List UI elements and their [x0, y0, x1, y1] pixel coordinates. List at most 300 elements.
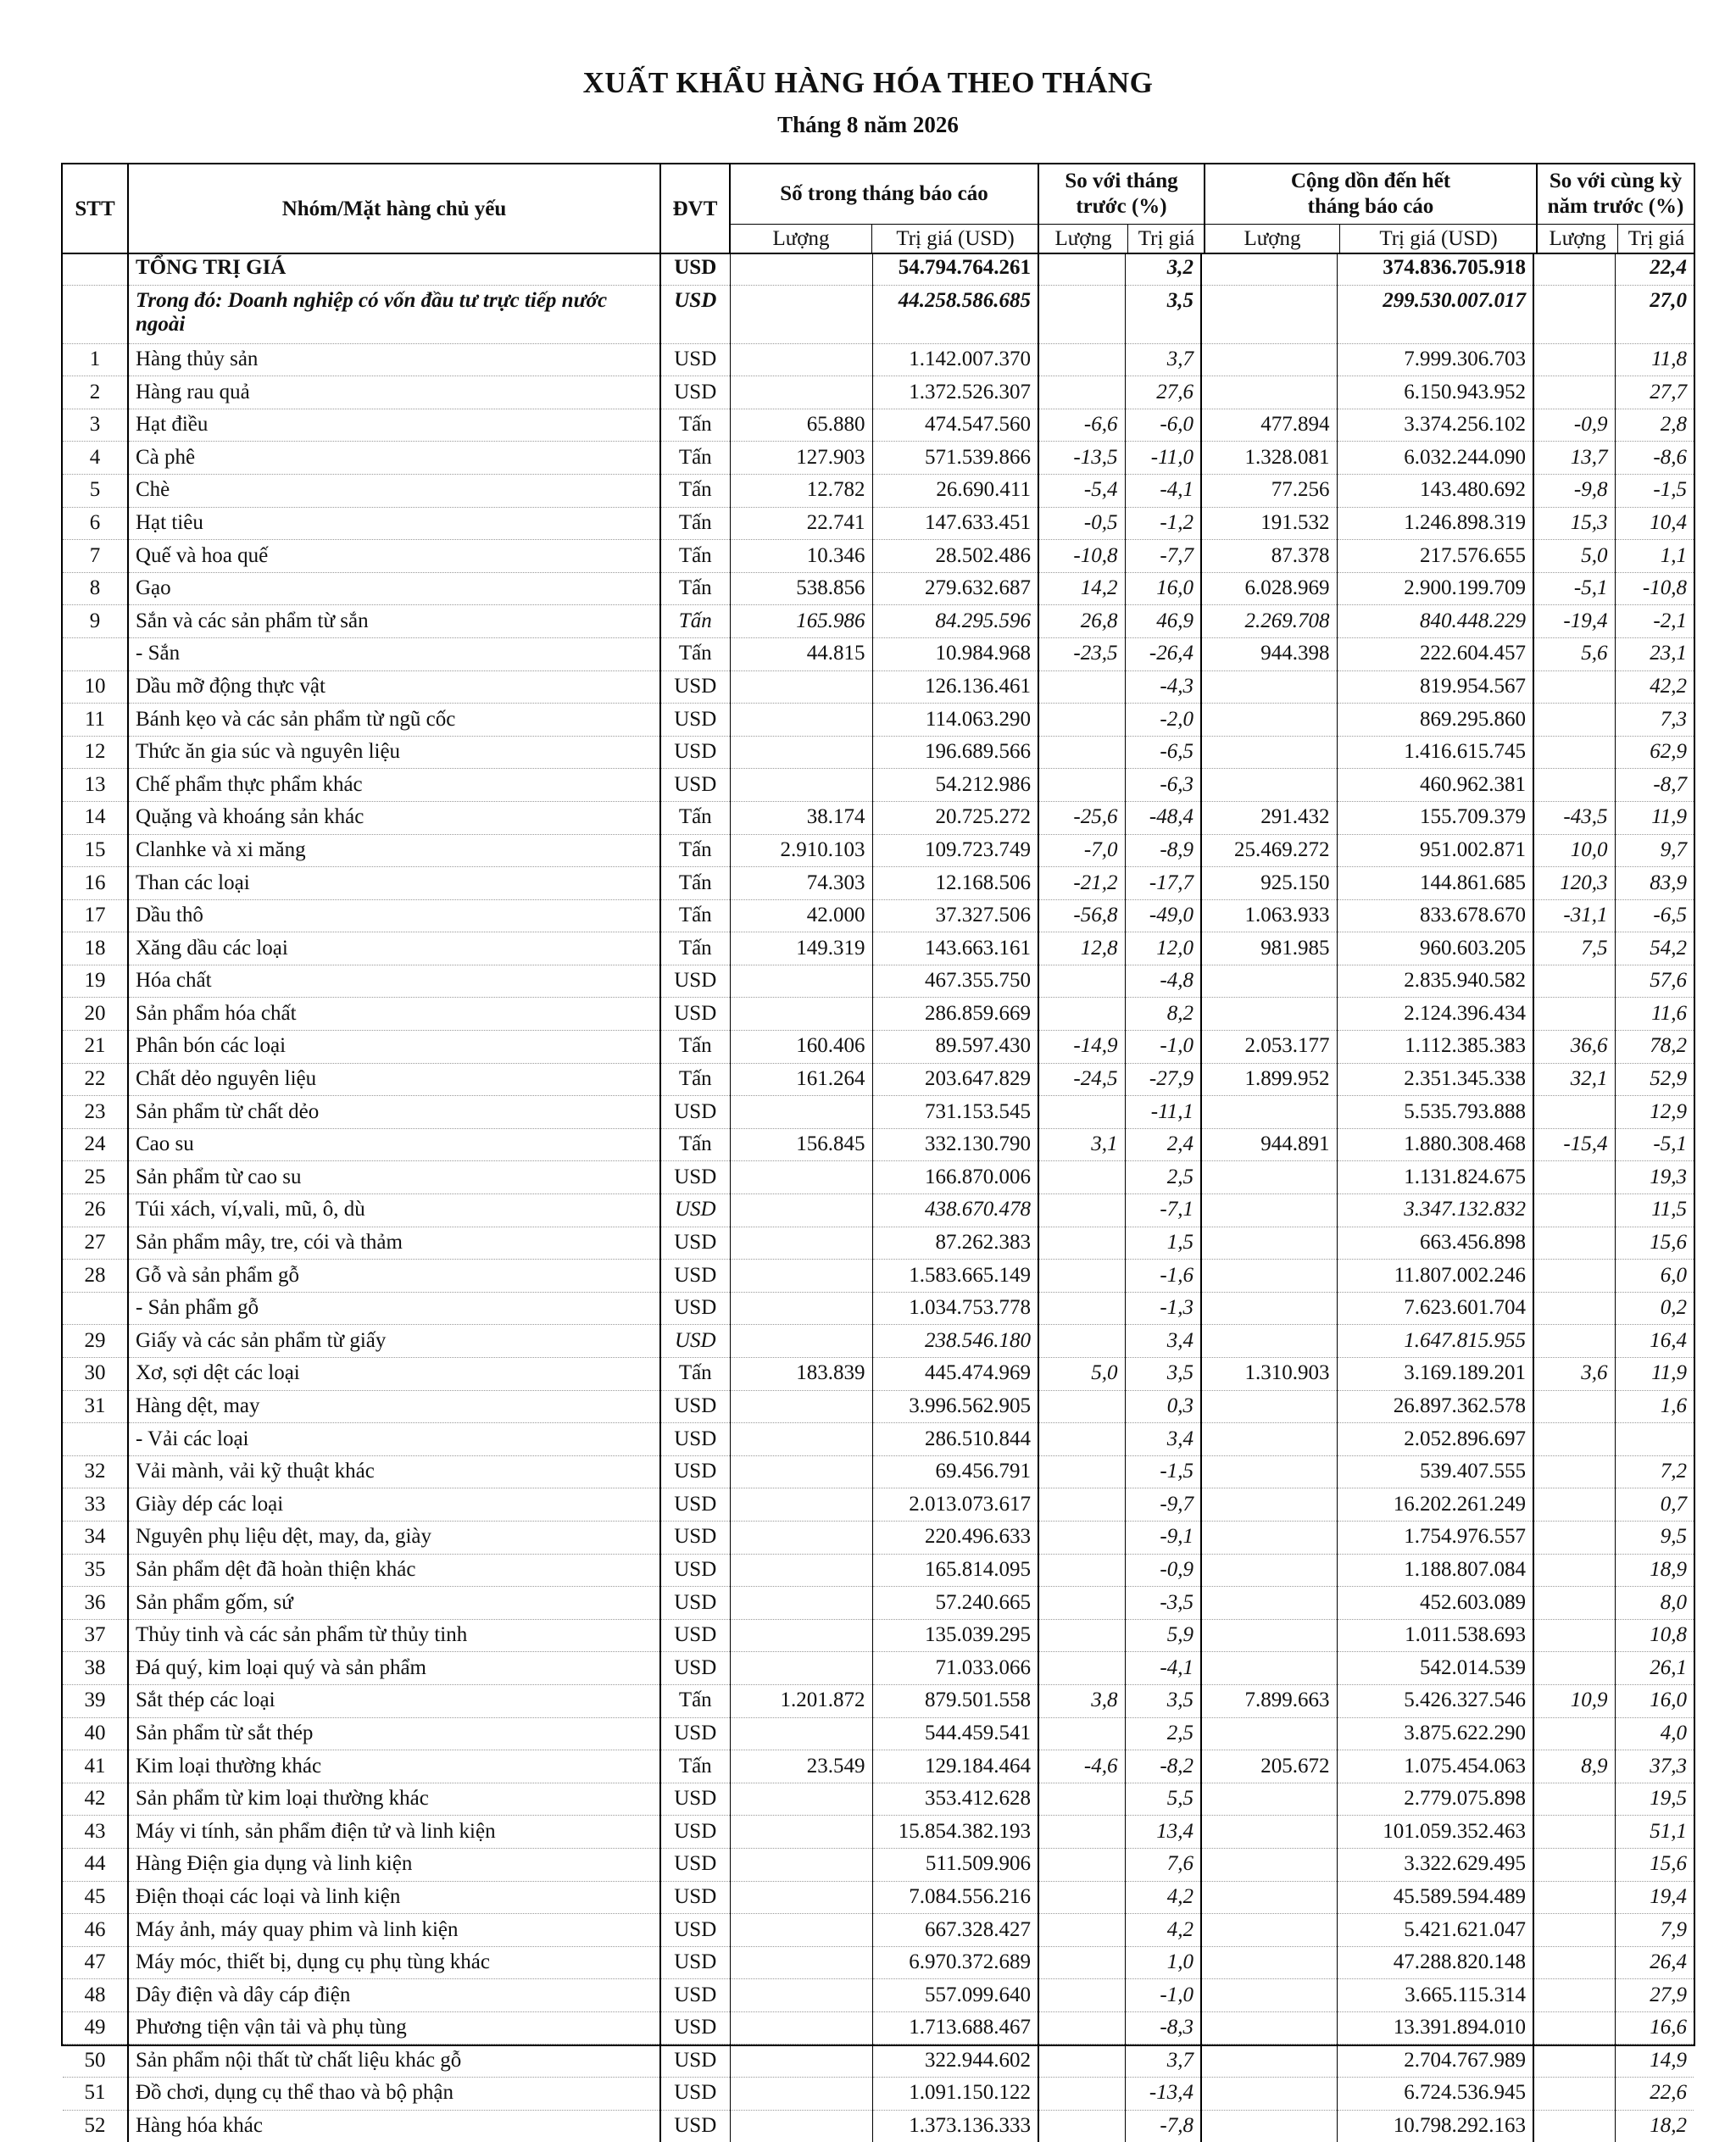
cell-cum-value: 10.798.292.163 [1337, 2110, 1533, 2142]
cell-cum-value: 144.861.685 [1337, 867, 1533, 900]
cell-stt: 14 [63, 801, 128, 834]
table-row [63, 1260, 1694, 1293]
cell-qty [730, 376, 872, 409]
cell-stt: 3 [63, 409, 128, 442]
cell-year-qty [1533, 1717, 1615, 1750]
cell-qty: 74.303 [730, 867, 872, 900]
cell-year-qty [1533, 1423, 1615, 1456]
cell-year-value: 11,8 [1615, 343, 1694, 376]
cell-cum-qty [1201, 1587, 1337, 1620]
cell-name: Vải mành, vải kỹ thuật khác [128, 1455, 660, 1488]
cell-stt: 46 [63, 1914, 128, 1947]
table-row [63, 1325, 1694, 1358]
cell-qty [730, 998, 872, 1031]
cell-unit: USD [660, 1227, 730, 1260]
cell-year-value: 22,4 [1615, 253, 1694, 285]
cell-value: 1.373.136.333 [872, 2110, 1038, 2142]
cell-prev-value: 4,2 [1125, 1914, 1201, 1947]
cell-prev-qty [1038, 253, 1125, 285]
cell-prev-qty: -5,4 [1038, 474, 1125, 507]
cell-cum-value: 101.059.352.463 [1337, 1816, 1533, 1849]
cell-name: Hàng hóa khác [128, 2110, 660, 2142]
cell-qty [730, 1161, 872, 1194]
cell-unit: USD [660, 1717, 730, 1750]
cell-cum-value: 2.124.396.434 [1337, 998, 1533, 1031]
cell-year-qty [1533, 1587, 1615, 1620]
page-subtitle: Tháng 8 năm 2026 [777, 112, 959, 137]
cell-unit: USD [660, 1521, 730, 1554]
cell-year-value: 15,6 [1615, 1848, 1694, 1881]
cell-year-value: 10,8 [1615, 1619, 1694, 1652]
cell-cum-value: 1.754.976.557 [1337, 1521, 1533, 1554]
cell-value: 879.501.558 [872, 1684, 1038, 1717]
cell-unit: USD [660, 1554, 730, 1587]
cell-qty [730, 704, 872, 737]
cell-qty [730, 769, 872, 802]
cell-year-qty [1533, 2045, 1615, 2078]
cell-cum-value: 833.678.670 [1337, 899, 1533, 932]
cell-unit: USD [660, 1946, 730, 1979]
cell-value: 114.063.290 [872, 704, 1038, 737]
cell-prev-qty: -14,9 [1038, 1031, 1125, 1064]
cell-stt: 15 [63, 834, 128, 867]
cell-prev-qty: 12,8 [1038, 932, 1125, 965]
cell-year-value: 18,9 [1615, 1554, 1694, 1587]
cell-year-qty: 36,6 [1533, 1031, 1615, 1064]
cell-value: 1.372.526.307 [872, 376, 1038, 409]
cell-cum-qty [1201, 769, 1337, 802]
cell-prev-qty [1038, 1521, 1125, 1554]
cell-name: Hàng dệt, may [128, 1390, 660, 1423]
cell-cum-value: 663.456.898 [1337, 1227, 1533, 1260]
cell-unit: USD [660, 1096, 730, 1129]
cell-prev-qty: -24,5 [1038, 1063, 1125, 1096]
table-row [63, 1423, 1694, 1456]
cell-year-value: 1,6 [1615, 1390, 1694, 1423]
cell-cum-value: 16.202.261.249 [1337, 1488, 1533, 1522]
cell-cum-qty [1201, 1161, 1337, 1194]
table-row [63, 1554, 1694, 1587]
cell-name: Dầu thô [128, 899, 660, 932]
cell-prev-value: -7,1 [1125, 1194, 1201, 1227]
cell-prev-qty: -13,5 [1038, 442, 1125, 475]
cell-qty: 165.986 [730, 605, 872, 638]
cell-year-value: 62,9 [1615, 736, 1694, 769]
cell-unit: Tấn [660, 867, 730, 900]
cell-cum-qty [1201, 1227, 1337, 1260]
cell-cum-value: 143.480.692 [1337, 474, 1533, 507]
cell-value: 135.039.295 [872, 1619, 1038, 1652]
cell-qty: 10.346 [730, 540, 872, 573]
cell-qty: 65.880 [730, 409, 872, 442]
cell-year-qty [1533, 1455, 1615, 1488]
subheader-cum-qty: Lượng [1244, 227, 1301, 250]
cell-prev-value: 8,2 [1125, 998, 1201, 1031]
cell-cum-qty: 944.398 [1201, 637, 1337, 670]
table-row [63, 1946, 1694, 1979]
cell-prev-value: -7,7 [1125, 540, 1201, 573]
cell-qty [730, 1227, 872, 1260]
cell-cum-qty: 477.894 [1201, 409, 1337, 442]
table-row [63, 1587, 1694, 1620]
cell-value: 2.013.073.617 [872, 1488, 1038, 1522]
cell-stt: 38 [63, 1652, 128, 1685]
cell-name: Sản phẩm từ sắt thép [128, 1717, 660, 1750]
cell-stt: 41 [63, 1750, 128, 1783]
cell-name: Chè [128, 474, 660, 507]
table-row [63, 1521, 1694, 1554]
cell-name: Hàng thủy sản [128, 343, 660, 376]
cell-cum-qty [1201, 1455, 1337, 1488]
cell-cum-value: 1.880.308.468 [1337, 1128, 1533, 1161]
cell-unit: USD [660, 2078, 730, 2111]
cell-stt: 25 [63, 1161, 128, 1194]
cell-cum-value: 2.351.345.338 [1337, 1063, 1533, 1096]
cell-stt: 50 [63, 2045, 128, 2078]
table-row [63, 1717, 1694, 1750]
table-row [63, 834, 1694, 867]
cell-year-value: 7,2 [1615, 1455, 1694, 1488]
cell-stt: 24 [63, 1128, 128, 1161]
table-row [63, 670, 1694, 704]
cell-stt: 37 [63, 1619, 128, 1652]
cell-prev-value: 3,7 [1125, 2045, 1201, 2078]
cell-prev-value: -13,4 [1125, 2078, 1201, 2111]
cell-cum-qty [1201, 2045, 1337, 2078]
cell-year-qty [1533, 1292, 1615, 1325]
table-row [63, 769, 1694, 802]
cell-cum-value: 7.623.601.704 [1337, 1292, 1533, 1325]
cell-stt: 39 [63, 1684, 128, 1717]
cell-unit: Tấn [660, 572, 730, 605]
cell-cum-qty: 1.899.952 [1201, 1063, 1337, 1096]
cell-prev-value: 16,0 [1125, 572, 1201, 605]
cell-prev-qty [1038, 376, 1125, 409]
cell-year-value: 78,2 [1615, 1031, 1694, 1064]
cell-year-qty: 13,7 [1533, 442, 1615, 475]
cell-value: 353.412.628 [872, 1783, 1038, 1816]
cell-unit: USD [660, 1619, 730, 1652]
cell-year-qty: -0,9 [1533, 409, 1615, 442]
cell-stt: 11 [63, 704, 128, 737]
cell-qty: 160.406 [730, 1031, 872, 1064]
cell-qty: 161.264 [730, 1063, 872, 1096]
cell-stt: 49 [63, 2011, 128, 2045]
cell-qty: 156.845 [730, 1128, 872, 1161]
cell-prev-qty [1038, 1652, 1125, 1685]
cell-name: Sản phẩm mây, tre, cói và thảm [128, 1227, 660, 1260]
header-vs-prev: So với tháng trước (%) [1065, 170, 1178, 218]
cell-stt: 17 [63, 899, 128, 932]
cell-value: 196.689.566 [872, 736, 1038, 769]
cell-qty [730, 1619, 872, 1652]
cell-cum-value: 6.032.244.090 [1337, 442, 1533, 475]
cell-prev-qty [1038, 1390, 1125, 1423]
cell-qty [730, 1816, 872, 1849]
cell-prev-value: -4,8 [1125, 965, 1201, 998]
cell-cum-qty [1201, 1325, 1337, 1358]
cell-cum-value: 7.999.306.703 [1337, 343, 1533, 376]
cell-cum-value: 5.421.621.047 [1337, 1914, 1533, 1947]
cell-stt: 22 [63, 1063, 128, 1096]
cell-stt: 23 [63, 1096, 128, 1129]
cell-value: 203.647.829 [872, 1063, 1038, 1096]
table-row [63, 1488, 1694, 1522]
subheader-prev-qty: Lượng [1054, 227, 1112, 250]
cell-prev-value: -7,8 [1125, 2110, 1201, 2142]
cell-name: TỔNG TRỊ GIÁ [128, 253, 660, 285]
cell-stt: 27 [63, 1227, 128, 1260]
table-row [63, 1063, 1694, 1096]
cell-name: Đồ chơi, dụng cụ thể thao và bộ phận [128, 2078, 660, 2111]
cell-year-value: -2,1 [1615, 605, 1694, 638]
cell-year-qty [1533, 1652, 1615, 1685]
cell-prev-value: -27,9 [1125, 1063, 1201, 1096]
cell-unit: USD [660, 1848, 730, 1881]
cell-prev-qty: -25,6 [1038, 801, 1125, 834]
cell-name: Sản phẩm gốm, sứ [128, 1587, 660, 1620]
cell-unit: Tấn [660, 1684, 730, 1717]
cell-qty [730, 736, 872, 769]
table-row [63, 285, 1694, 343]
cell-qty: 12.782 [730, 474, 872, 507]
table-row [63, 1619, 1694, 1652]
table-row [63, 1979, 1694, 2012]
cell-qty [730, 1554, 872, 1587]
cell-value: 1.034.753.778 [872, 1292, 1038, 1325]
cell-cum-qty [1201, 1652, 1337, 1685]
cell-year-qty: 8,9 [1533, 1750, 1615, 1783]
cell-prev-value: -11,0 [1125, 442, 1201, 475]
cell-qty: 149.319 [730, 932, 872, 965]
cell-prev-qty [1038, 1194, 1125, 1227]
cell-unit: Tấn [660, 801, 730, 834]
cell-cum-value: 869.295.860 [1337, 704, 1533, 737]
cell-prev-value: 3,4 [1125, 1325, 1201, 1358]
cell-prev-value: 3,5 [1125, 1358, 1201, 1391]
cell-name: Gỗ và sản phẩm gỗ [128, 1260, 660, 1293]
cell-unit: USD [660, 1325, 730, 1358]
cell-stt: 43 [63, 1816, 128, 1849]
cell-qty: 1.201.872 [730, 1684, 872, 1717]
cell-year-value: 19,3 [1615, 1161, 1694, 1194]
cell-cum-value: 45.589.594.489 [1337, 1881, 1533, 1914]
header-month: Số trong tháng báo cáo [780, 182, 988, 205]
subheader-prev-value: Trị giá [1138, 227, 1195, 250]
cell-unit: USD [660, 1161, 730, 1194]
cell-year-value: 42,2 [1615, 670, 1694, 704]
cell-year-value: 12,9 [1615, 1096, 1694, 1129]
cell-prev-value: -9,1 [1125, 1521, 1201, 1554]
cell-value: 332.130.790 [872, 1128, 1038, 1161]
cell-stt: 31 [63, 1390, 128, 1423]
table-row [63, 572, 1694, 605]
cell-value: 147.633.451 [872, 507, 1038, 540]
cell-prev-qty [1038, 1816, 1125, 1849]
table-row [63, 343, 1694, 376]
cell-prev-qty: -23,5 [1038, 637, 1125, 670]
cell-stt: 45 [63, 1881, 128, 1914]
cell-cum-qty [1201, 253, 1337, 285]
table-row [63, 1194, 1694, 1227]
cell-prev-qty [1038, 1979, 1125, 2012]
table-row [63, 2011, 1694, 2045]
cell-qty [730, 1717, 872, 1750]
cell-cum-qty [1201, 704, 1337, 737]
cell-year-value: 15,6 [1615, 1227, 1694, 1260]
cell-qty [730, 253, 872, 285]
cell-name: Thủy tinh và các sản phẩm từ thủy tinh [128, 1619, 660, 1652]
cell-value: 467.355.750 [872, 965, 1038, 998]
cell-year-qty [1533, 965, 1615, 998]
cell-value: 1.091.150.122 [872, 2078, 1038, 2111]
cell-stt: 9 [63, 605, 128, 638]
cell-year-value: 37,3 [1615, 1750, 1694, 1783]
cell-cum-qty: 2.053.177 [1201, 1031, 1337, 1064]
cell-prev-qty [1038, 769, 1125, 802]
cell-name: Thức ăn gia súc và nguyên liệu [128, 736, 660, 769]
table-row [63, 1128, 1694, 1161]
cell-cum-qty: 1.310.903 [1201, 1358, 1337, 1391]
cell-year-value: 19,4 [1615, 1881, 1694, 1914]
cell-year-qty: -15,4 [1533, 1128, 1615, 1161]
cell-qty [730, 670, 872, 704]
cell-prev-value: 2,4 [1125, 1128, 1201, 1161]
table-row [63, 899, 1694, 932]
cell-year-qty [1533, 1554, 1615, 1587]
cell-value: 10.984.968 [872, 637, 1038, 670]
cell-stt: 52 [84, 2114, 106, 2138]
cell-stt: 35 [63, 1554, 128, 1587]
cell-prev-value: 3,5 [1125, 285, 1201, 343]
cell-unit: USD [660, 1979, 730, 2012]
cell-cum-qty [1201, 343, 1337, 376]
cell-stt: 48 [63, 1979, 128, 2012]
cell-qty [730, 1914, 872, 1947]
cell-qty: 42.000 [730, 899, 872, 932]
cell-prev-value: 5,9 [1125, 1619, 1201, 1652]
cell-year-qty [1533, 736, 1615, 769]
table-row [63, 1783, 1694, 1816]
cell-prev-value: 13,4 [1125, 1816, 1201, 1849]
cell-prev-value: -11,1 [1125, 1096, 1201, 1129]
cell-unit: Tấn [660, 1750, 730, 1783]
cell-value: 44.258.586.685 [872, 285, 1038, 343]
cell-prev-qty: -21,2 [1038, 867, 1125, 900]
cell-year-value: -6,5 [1615, 899, 1694, 932]
cell-year-qty: -43,5 [1533, 801, 1615, 834]
cell-stt: 28 [63, 1260, 128, 1293]
cell-prev-value: 3,2 [1125, 253, 1201, 285]
cell-prev-value: 2,5 [1125, 1717, 1201, 1750]
cell-year-qty [1533, 285, 1615, 343]
cell-cum-qty: 2.269.708 [1201, 605, 1337, 638]
data-table [63, 253, 1694, 2142]
cell-cum-value: 2.900.199.709 [1337, 572, 1533, 605]
table-row [63, 1652, 1694, 1685]
cell-qty [730, 1455, 872, 1488]
cell-qty [730, 343, 872, 376]
cell-cum-qty: 1.328.081 [1201, 442, 1337, 475]
cell-name: Quế và hoa quế [128, 540, 660, 573]
cell-prev-value: -1,0 [1125, 1979, 1201, 2012]
cell-unit: USD [660, 1488, 730, 1522]
cell-unit: USD [660, 1881, 730, 1914]
cell-cum-value: 1.647.815.955 [1337, 1325, 1533, 1358]
cell-stt: 1 [63, 343, 128, 376]
cell-unit: USD [660, 2110, 730, 2142]
cell-qty [730, 1292, 872, 1325]
table-row [63, 1455, 1694, 1488]
cell-year-qty: 15,3 [1533, 507, 1615, 540]
cell-name: Sắt thép các loại [128, 1684, 660, 1717]
cell-stt: 29 [63, 1325, 128, 1358]
cell-name: Hạt tiêu [128, 507, 660, 540]
cell-year-value: 18,2 [1615, 2110, 1694, 2142]
cell-prev-value: -8,9 [1125, 834, 1201, 867]
cell-cum-qty [1201, 285, 1337, 343]
cell-cum-qty [1201, 1816, 1337, 1849]
cell-value: 286.859.669 [872, 998, 1038, 1031]
cell-prev-qty: -56,8 [1038, 899, 1125, 932]
cell-year-qty: 5,6 [1533, 637, 1615, 670]
cell-unit: USD [660, 2045, 730, 2078]
cell-qty [730, 1194, 872, 1227]
subheader-cum-value: Trị giá (USD) [1379, 227, 1498, 250]
cell-value: 6.970.372.689 [872, 1946, 1038, 1979]
cell-cum-qty [1201, 1914, 1337, 1947]
cell-year-qty [1533, 2078, 1615, 2111]
cell-year-qty [1533, 1914, 1615, 1947]
cell-qty [730, 1848, 872, 1881]
table-row [63, 540, 1694, 573]
cell-prev-qty [1038, 343, 1125, 376]
table-row [63, 605, 1694, 638]
cell-value: 571.539.866 [872, 442, 1038, 475]
cell-prev-value: -8,2 [1125, 1750, 1201, 1783]
table-row [63, 507, 1694, 540]
cell-cum-value: 5.426.327.546 [1337, 1684, 1533, 1717]
cell-unit: Tấn [660, 605, 730, 638]
cell-value: 87.262.383 [872, 1227, 1038, 1260]
cell-name: Đá quý, kim loại quý và sản phẩm [128, 1652, 660, 1685]
cell-name: Xơ, sợi dệt các loại [128, 1358, 660, 1391]
cell-name: Than các loại [128, 867, 660, 900]
cell-name: Sản phẩm dệt đã hoàn thiện khác [128, 1554, 660, 1587]
cell-unit: USD [660, 670, 730, 704]
cell-year-qty: 3,6 [1533, 1358, 1615, 1391]
cell-year-value: 7,9 [1615, 1914, 1694, 1947]
cell-year-qty [1533, 1946, 1615, 1979]
cell-cum-value: 217.576.655 [1337, 540, 1533, 573]
cell-unit: Tấn [660, 409, 730, 442]
cell-cum-qty [1201, 965, 1337, 998]
cell-value: 15.854.382.193 [872, 1816, 1038, 1849]
cell-unit: USD [660, 1194, 730, 1227]
cell-unit: USD [660, 769, 730, 802]
cell-cum-value: 2.779.075.898 [1337, 1783, 1533, 1816]
cell-unit: Tấn [660, 1358, 730, 1391]
cell-year-qty: 10,9 [1533, 1684, 1615, 1717]
cell-cum-value: 2.835.940.582 [1337, 965, 1533, 998]
cell-prev-value: -6,3 [1125, 769, 1201, 802]
cell-unit: Tấn [660, 540, 730, 573]
header-vs-year: So với cùng kỳ năm trước (%) [1547, 170, 1684, 218]
subheader-qty: Lượng [772, 227, 830, 250]
cell-name: Bánh kẹo và các sản phẩm từ ngũ cốc [128, 704, 660, 737]
cell-year-qty [1533, 2110, 1615, 2142]
cell-value: 69.456.791 [872, 1455, 1038, 1488]
